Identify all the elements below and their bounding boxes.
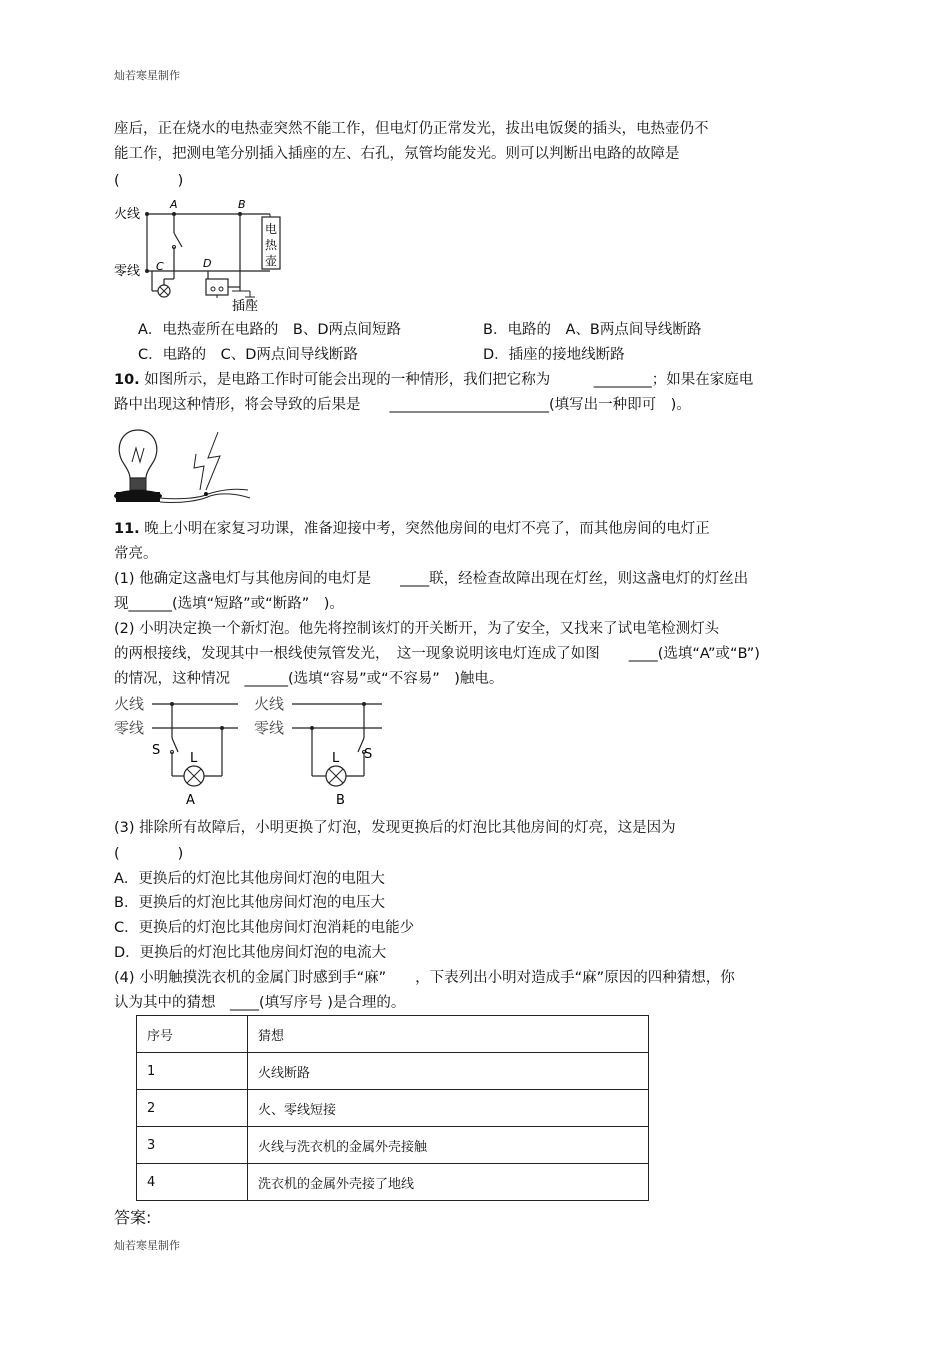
q11-option-a: A．更换后的灯泡比其他房间灯泡的电阻大 [114,871,385,887]
table-row [137,1090,649,1127]
table-row [137,1127,649,1164]
q9-circuit-figure [110,195,290,315]
q10-line1 [114,370,753,390]
q9-neutral-label: 零线 [114,264,141,279]
q11-figure-b [252,692,392,810]
table-cell: 4 [137,1164,248,1201]
q11-part1-line2: 现______(选填“短路”或“断路” )。 [114,596,344,612]
q9-point-a: A [170,198,178,211]
q11-option-b: B．更换后的灯泡比其他房间灯泡的电压大 [114,895,385,911]
q9-text-line1: 座后，正在烧水的电热壶突然不能工作，但电灯仍正常发光，拔出电饭煲的插头，电热壶仍不 [114,121,709,137]
table-cell: 1 [137,1053,248,1090]
q9-option-d: D．插座的接地线断路 [483,347,625,363]
q11-part3-paren: ( ) [114,846,184,862]
q9-option-c: C．电路的 C、D两点间导线断路 [138,347,358,363]
q9-live-label: 火线 [114,207,141,222]
page-footer: 灿若寒星制作 [114,1239,180,1252]
q11-fig-a-lamp: L [190,751,198,766]
q11-fig-a-switch: S [152,743,161,758]
q11-fig-b-lamp: L [332,751,340,766]
q11-part1-line1: (1) 他确定这盏电灯与其他房间的电灯是 ____联，经检查故障出现在灯丝，则这盏电灯的灯丝出 [114,571,749,587]
q11-option-c: C．更换后的灯泡比其他房间灯泡消耗的电能少 [114,920,415,936]
q9-point-c: C [156,260,164,273]
q11-part3-line1: (3) 排除所有故障后，小明更换了灯泡，发现更换后的灯泡比其他房间的灯亮，这是因为 [114,820,676,836]
q11-part4-line2: 认为其中的猜想 ____(填写序号 )是合理的。 [114,995,406,1011]
table-row [137,1164,649,1201]
q11-number: 11. [114,521,140,537]
q11-part2-line3: 的情况，这种情况 ______(选填“容易”或“不容易” )触电。 [114,671,504,687]
q11-fig-a-caption: A [186,793,195,808]
q11-part4-line1: (4) 小明触摸洗衣机的金属门时感到手“麻” ，下表列出小明对造成手“麻”原因的四种猜想，你 [114,970,735,986]
table-cell: 3 [137,1127,248,1164]
q9-option-b: B．电路的 A、B两点间导线断路 [483,322,702,338]
q11-figure-a [110,692,250,810]
table-cell: 火线断路 [248,1053,649,1090]
q11-part2-line2: 的两根接线，发现其中一根线使氖管发光， 这一现象说明该电灯连成了如图 ____(选填“A”或“B”) [114,646,760,662]
table-cell: 火、零线短接 [248,1090,649,1127]
table-header-cell: 猜想 [248,1016,649,1053]
q9-kettle-char1: 电 [265,222,278,236]
q9-point-d: D [203,257,212,270]
q11-fig-a-live: 火线 [114,695,145,713]
q9-point-b: B [238,198,246,211]
table-cell: 洗衣机的金属外壳接了地线 [248,1164,649,1201]
q9-kettle-char2: 热 [265,238,278,252]
q10-text-line2: 路中出现这种情形，将会导致的后果是 ______________________(填写出一种即可 )。 [114,397,691,413]
q11-text-line2: 常亮。 [114,546,158,562]
answer-label: 答案: [114,1208,152,1227]
q11-fig-b-neutral: 零线 [254,719,285,737]
table-header-cell: 序号 [137,1016,248,1053]
q9-kettle-char3: 壶 [265,254,278,268]
q9-socket-label: 插座 [232,299,259,314]
table-row [137,1053,649,1090]
q11-fig-b-caption: B [336,793,345,808]
q11-part2-line1: (2) 小明决定换一个新灯泡。他先将控制该灯的开关断开，为了安全，又找来了试电笔检测灯头 [114,621,720,637]
guess-table [136,1015,649,1201]
table-cell: 2 [137,1090,248,1127]
q10-short-circuit-figure [110,418,255,510]
q10-number: 10. [114,372,140,388]
q9-answer-paren: ( ) [114,173,184,189]
table-header-row [137,1016,649,1053]
q11-fig-b-switch: S [364,747,373,762]
page-header: 灿若寒星制作 [114,69,180,82]
q11-option-d: D．更换后的灯泡比其他房间灯泡的电流大 [114,945,387,961]
q11-line1 [114,519,710,539]
q9-text-line2: 能工作，把测电笔分别插入插座的左、右孔，氖管均能发光。则可以判断出电路的故障是 [114,146,680,162]
table-cell: 火线与洗衣机的金属外壳接触 [248,1127,649,1164]
q11-fig-a-neutral: 零线 [114,719,145,737]
q10-text-line1: 如图所示，是电路工作时可能会出现的一种情形，我们把它称为 ________；如果在家庭电 [144,372,754,388]
q11-fig-b-live: 火线 [254,695,285,713]
q11-text-line1: 晚上小明在家复习功课，准备迎接中考，突然他房间的电灯不亮了，而其他房间的电灯正 [144,521,710,537]
q9-option-a: A．电热壶所在电路的 B、D两点间短路 [138,322,402,338]
